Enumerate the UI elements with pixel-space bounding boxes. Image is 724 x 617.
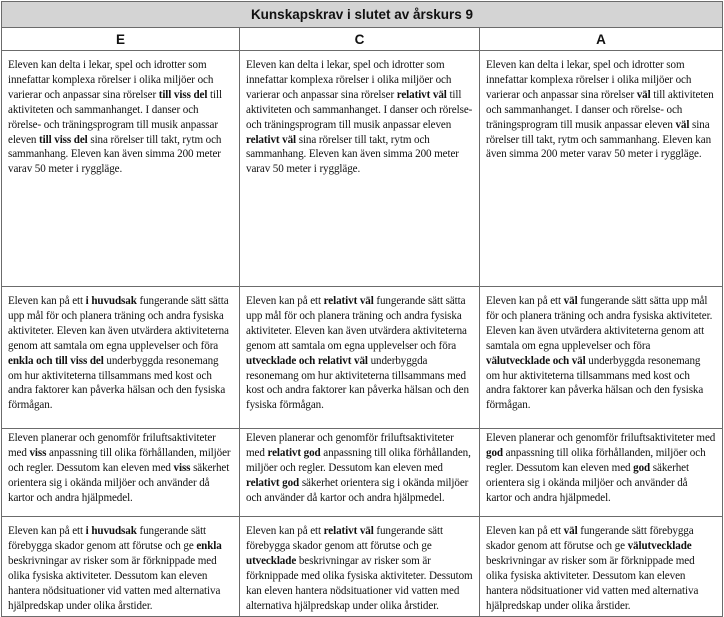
grade-header-e: E [2, 28, 240, 51]
criteria-cell-c [240, 56, 480, 287]
criteria-row-safety [2, 522, 723, 617]
emphasized-level-phrase: till viss del [158, 88, 208, 101]
criteria-cell-e [2, 292, 240, 429]
criteria-text: Eleven planerar och genomför friluftsaktiviteter med [486, 432, 716, 444]
criteria-cell-c [240, 522, 480, 617]
emphasized-level-phrase: relativt väl [323, 525, 374, 537]
emphasized-level-phrase: i huvudsak [85, 295, 137, 307]
emphasized-level-phrase: väl [636, 88, 651, 101]
criteria-text: Eleven kan på ett [486, 525, 564, 537]
criteria-text: säkerhet orientera sig i okända miljöer och använder då kartor och andra hjälpmedel. [486, 461, 689, 504]
criteria-text: Eleven kan delta i lekar, spel och idrotter som innefattar komplexa rörelser i olika miljöer och varierar och anpassar sina rörelser [486, 59, 692, 101]
criteria-text: anpassning till olika förhållanden, miljöer och regler. Dessutom kan eleven med [486, 446, 706, 474]
criteria-text: Eleven kan delta i lekar, spel och idrotter som innefattar komplexa rörelser i olika miljöer och varierar och anpassar sina rörelser [8, 59, 214, 101]
criteria-cell-c [240, 429, 480, 517]
criteria-text: Eleven kan på ett [246, 525, 324, 537]
emphasized-level-phrase: välutvecklade och väl [486, 354, 586, 367]
criteria-cell-a [480, 429, 723, 517]
table-title-row [2, 2, 723, 28]
criteria-text: anpassning till olika förhållanden, miljöer och regler. Dessutom kan eleven med [246, 446, 471, 474]
emphasized-level-phrase: till viss del [39, 133, 88, 146]
criteria-text: Eleven planerar och genomför friluftsaktiviteter med [8, 432, 216, 459]
emphasized-level-phrase: välutvecklade [627, 539, 692, 552]
emphasized-level-phrase: god [633, 461, 651, 474]
criteria-text: beskrivningar av risker som är förknippade med olika fysiska aktiviteter. Dessutom kan eleven hantera nödsituationer vid vatten med alternativa hjälpredskap under olika årstider. [246, 554, 473, 612]
criteria-text: till aktiviteten och sammanhanget. I danser och rörelse- och träningsprogram till musik anpassar eleven [8, 88, 222, 146]
criteria-text: Eleven planerar och genomför friluftsaktiviteter med [246, 432, 454, 459]
criteria-text: sina rörelser till takt, rytm och sammanhang. Eleven kan även simma 200 meter varav 50 meter i ryggläge. [8, 133, 222, 176]
criteria-text: till aktiviteten och sammanhanget. I danser och rörelse- och träningsprogram till musik anpassar eleven [486, 88, 714, 131]
criteria-cell-e [2, 56, 240, 287]
emphasized-level-phrase: väl [563, 295, 578, 307]
criteria-cell-a [480, 522, 723, 617]
criteria-row-movement [2, 56, 723, 287]
emphasized-level-phrase: väl [563, 525, 578, 537]
criteria-text: säkerhet orientera sig i okända miljöer och använder då kartor och andra hjälpmedel. [8, 461, 230, 504]
criteria-text: beskrivningar av risker som är förknippade med olika fysiska aktiviteter. Dessutom kan eleven hantera nödsituationer vid vatten med alternativa hjälpredskap under olika årstider. [8, 554, 221, 612]
criteria-row-outdoor [2, 429, 723, 517]
criteria-text: Eleven kan på ett [246, 295, 324, 307]
grade-header-c: C [240, 28, 480, 51]
criteria-cell-a [480, 56, 723, 287]
criteria-text: Eleven kan på ett [486, 295, 564, 307]
criteria-cell-c [240, 292, 480, 429]
emphasized-level-phrase: enkla [196, 539, 222, 552]
emphasized-level-phrase: utvecklade och relativt väl [246, 354, 368, 367]
criteria-text: fungerande sätt förebygga skador genom att förutse och ge [486, 525, 694, 552]
emphasized-level-phrase: relativt väl [396, 88, 447, 101]
grade-header-a: A [480, 28, 723, 51]
criteria-text: sina rörelser till takt, rytm och sammanhang. Eleven kan även simma 200 meter varav 50 meter i ryggläge. [486, 118, 712, 161]
emphasized-level-phrase: god [486, 446, 503, 459]
emphasized-level-phrase: viss [29, 446, 47, 459]
criteria-text: sina rörelser till takt, rytm och sammanhang. Eleven kan även simma 200 meter varav 50 meter i ryggläge. [246, 133, 459, 176]
criteria-text: fungerande sätt sätta upp mål för och planera träning och andra fysiska aktiviteter. Eleven kan även utvärdera aktiviteterna genom att samtala om egna upplevelser och föra [246, 295, 467, 352]
emphasized-level-phrase: viss [173, 461, 191, 474]
criteria-text: anpassning till olika förhållanden, miljöer och regler. Dessutom kan eleven med [8, 446, 231, 474]
criteria-text: fungerande sätt sätta upp mål för och planera träning och andra fysiska aktiviteter. Eleven kan även utvärdera aktiviteterna genom att samtala om egna upplevelser och föra [8, 295, 229, 352]
criteria-text: beskrivningar av risker som är förknippade med olika fysiska aktiviteter. Dessutom kan eleven hantera nödsituationer vid vatten med alternativa hjälpredskap under olika årstider. [486, 554, 699, 612]
criteria-text: Eleven kan på ett [8, 525, 86, 537]
criteria-row-training [2, 292, 723, 429]
criteria-text: till aktiviteten och sammanhanget. I danser och rörelse- och träningsprogram till musik anpassar eleven [246, 88, 473, 131]
criteria-cell-e [2, 429, 240, 517]
criteria-text: underbyggda resonemang om hur aktiviteterna tillsammans med kost och andra faktorer kan påverka hälsan och den fysiska förmågan. [246, 354, 469, 412]
emphasized-level-phrase: relativt väl [246, 133, 297, 146]
criteria-text: fungerande sätt förebygga skador genom att förutse och ge [8, 525, 207, 552]
table-title: Kunskapskrav i slutet av årskurs 9 [2, 2, 723, 28]
emphasized-level-phrase: relativt god [267, 446, 321, 459]
criteria-text: underbyggda resonemang om hur aktiviteterna tillsammans med kost och andra faktorer kan påverka hälsan och den fysiska förmågan. [486, 354, 704, 412]
criteria-text: underbyggda resonemang om hur aktiviteterna tillsammans med kost och andra faktorer kan påverka hälsan och den fysiska förmågan. [8, 354, 226, 412]
criteria-text: fungerande sätt sätta upp mål för och planera träning och andra fysiska aktiviteter. Eleven kan även utvärdera aktiviteterna genom att samtala om egna upplevelser och föra [486, 295, 713, 352]
grade-header-row [2, 28, 723, 51]
criteria-cell-e [2, 522, 240, 617]
criteria-text: Eleven kan delta i lekar, spel och idrotter som innefattar komplexa rörelser i olika miljöer och varierar och anpassar sina rörelser [246, 59, 452, 101]
emphasized-level-phrase: väl [675, 118, 690, 131]
criteria-cell-a [480, 292, 723, 429]
criteria-text: Eleven kan på ett [8, 295, 86, 307]
emphasized-level-phrase: relativt väl [323, 295, 374, 307]
emphasized-level-phrase: utvecklade [246, 554, 297, 567]
emphasized-level-phrase: enkla och till viss del [8, 354, 104, 367]
criteria-table [1, 1, 723, 617]
criteria-text: fungerande sätt förebygga skador genom att förutse och ge [246, 525, 443, 552]
emphasized-level-phrase: i huvudsak [85, 525, 137, 537]
emphasized-level-phrase: relativt god [246, 476, 300, 489]
criteria-text: säkerhet orientera sig i okända miljöer och använder då kartor och andra hjälpmedel. [246, 476, 469, 504]
criteria-table-container [1, 1, 722, 617]
